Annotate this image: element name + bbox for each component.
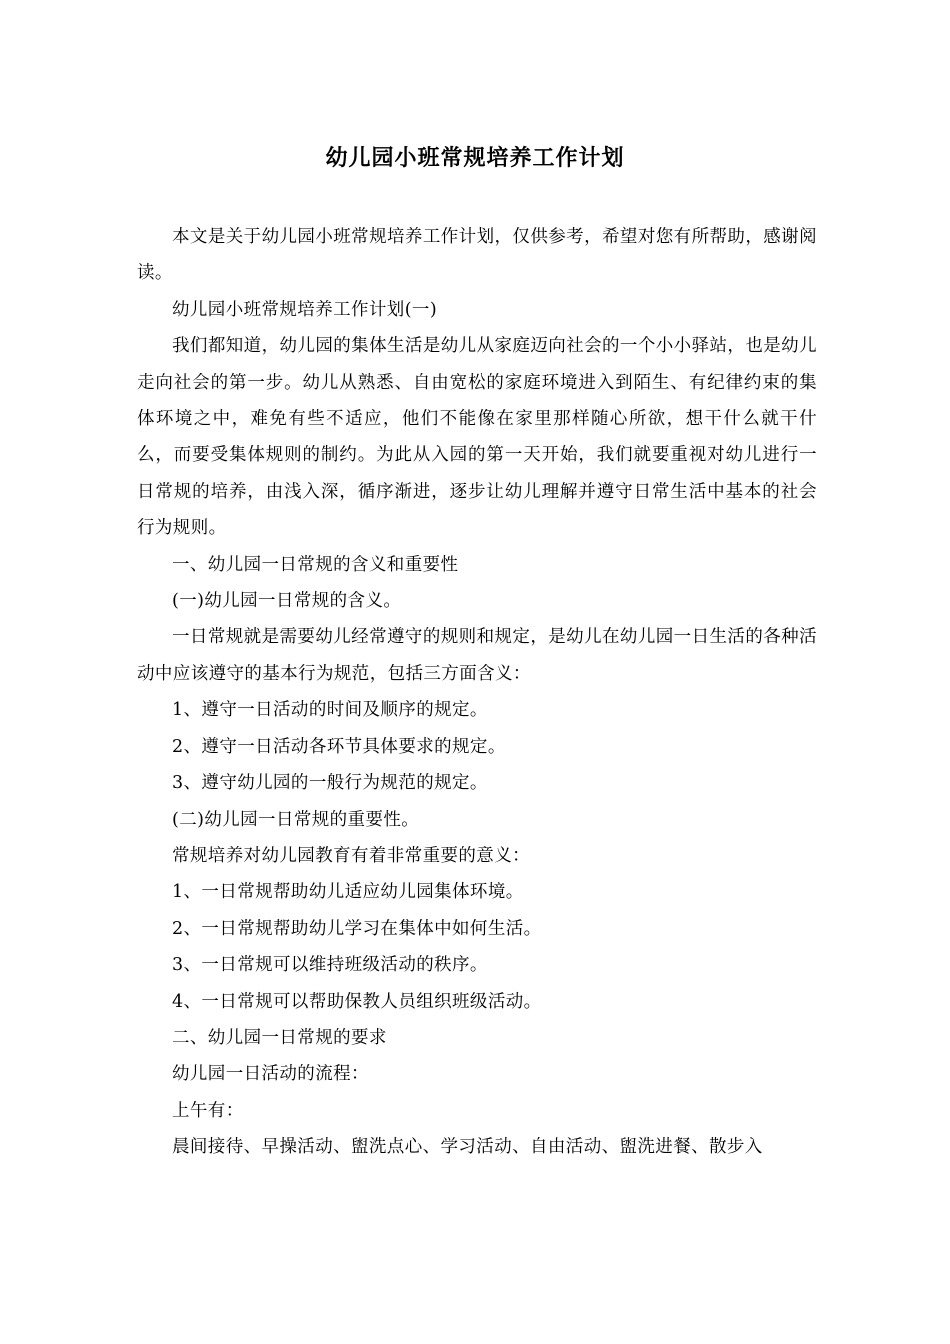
list-item: 1、一日常规帮助幼儿适应幼儿园集体环境。	[172, 882, 524, 903]
list-item: 3、一日常规可以维持班级活动的秩序。	[172, 955, 488, 976]
body-paragraph: 我们都知道，幼儿园的集体生活是幼儿从家庭迈向社会的一个小小驿站，也是幼儿走向社会的第一步。幼儿从熟悉、自由宽松的家庭环境进入到陌生、有纪律约束的集体环境之中，难免有些不适应，他们不能像在家里那样随心所欲，想干什么就干什么，而要受集体规则的制约。为此从入园的第一天开始，我们就要重视对幼儿进行一日常规的培养，由浅入深，循序渐进，逐步让幼儿理解并遵守日常生活中基本的社会行为规则。	[137, 336, 817, 539]
body-paragraph: 上午有：	[172, 1100, 244, 1121]
document-title: 幼儿园小班常规培养工作计划	[325, 146, 625, 171]
intro-paragraph: 本文是关于幼儿园小班常规培养工作计划，仅供参考，希望对您有所帮助，感谢阅读。	[137, 227, 817, 284]
document-body	[137, 219, 817, 1166]
subsection-heading: (二)幼儿园一日常规的重要性。	[172, 809, 420, 830]
subsection-heading: (一)幼儿园一日常规的含义。	[172, 591, 402, 612]
plan-subtitle: 幼儿园小班常规培养工作计划(一)	[172, 299, 438, 320]
body-paragraph: 幼儿园一日活动的流程：	[172, 1064, 369, 1085]
section-heading: 二、幼儿园一日常规的要求	[172, 1027, 387, 1048]
body-paragraph: 常规培养对幼儿园教育有着非常重要的意义：	[172, 845, 530, 866]
section-heading: 一、幼儿园一日常规的含义和重要性	[172, 554, 459, 575]
body-paragraph: 晨间接待、早操活动、盥洗点心、学习活动、自由活动、盥洗进餐、散步入	[172, 1137, 763, 1158]
list-item: 2、遵守一日活动各环节具体要求的规定。	[172, 736, 506, 757]
list-item: 3、遵守幼儿园的一般行为规范的规定。	[172, 773, 488, 794]
body-paragraph: 一日常规就是需要幼儿经常遵守的规则和规定，是幼儿在幼儿园一日生活的各种活动中应该遵守的基本行为规范，包括三方面含义：	[137, 627, 817, 684]
list-item: 2、一日常规帮助幼儿学习在集体中如何生活。	[172, 918, 542, 939]
list-item: 1、遵守一日活动的时间及顺序的规定。	[172, 700, 488, 721]
list-item: 4、一日常规可以帮助保教人员组织班级活动。	[172, 991, 542, 1012]
